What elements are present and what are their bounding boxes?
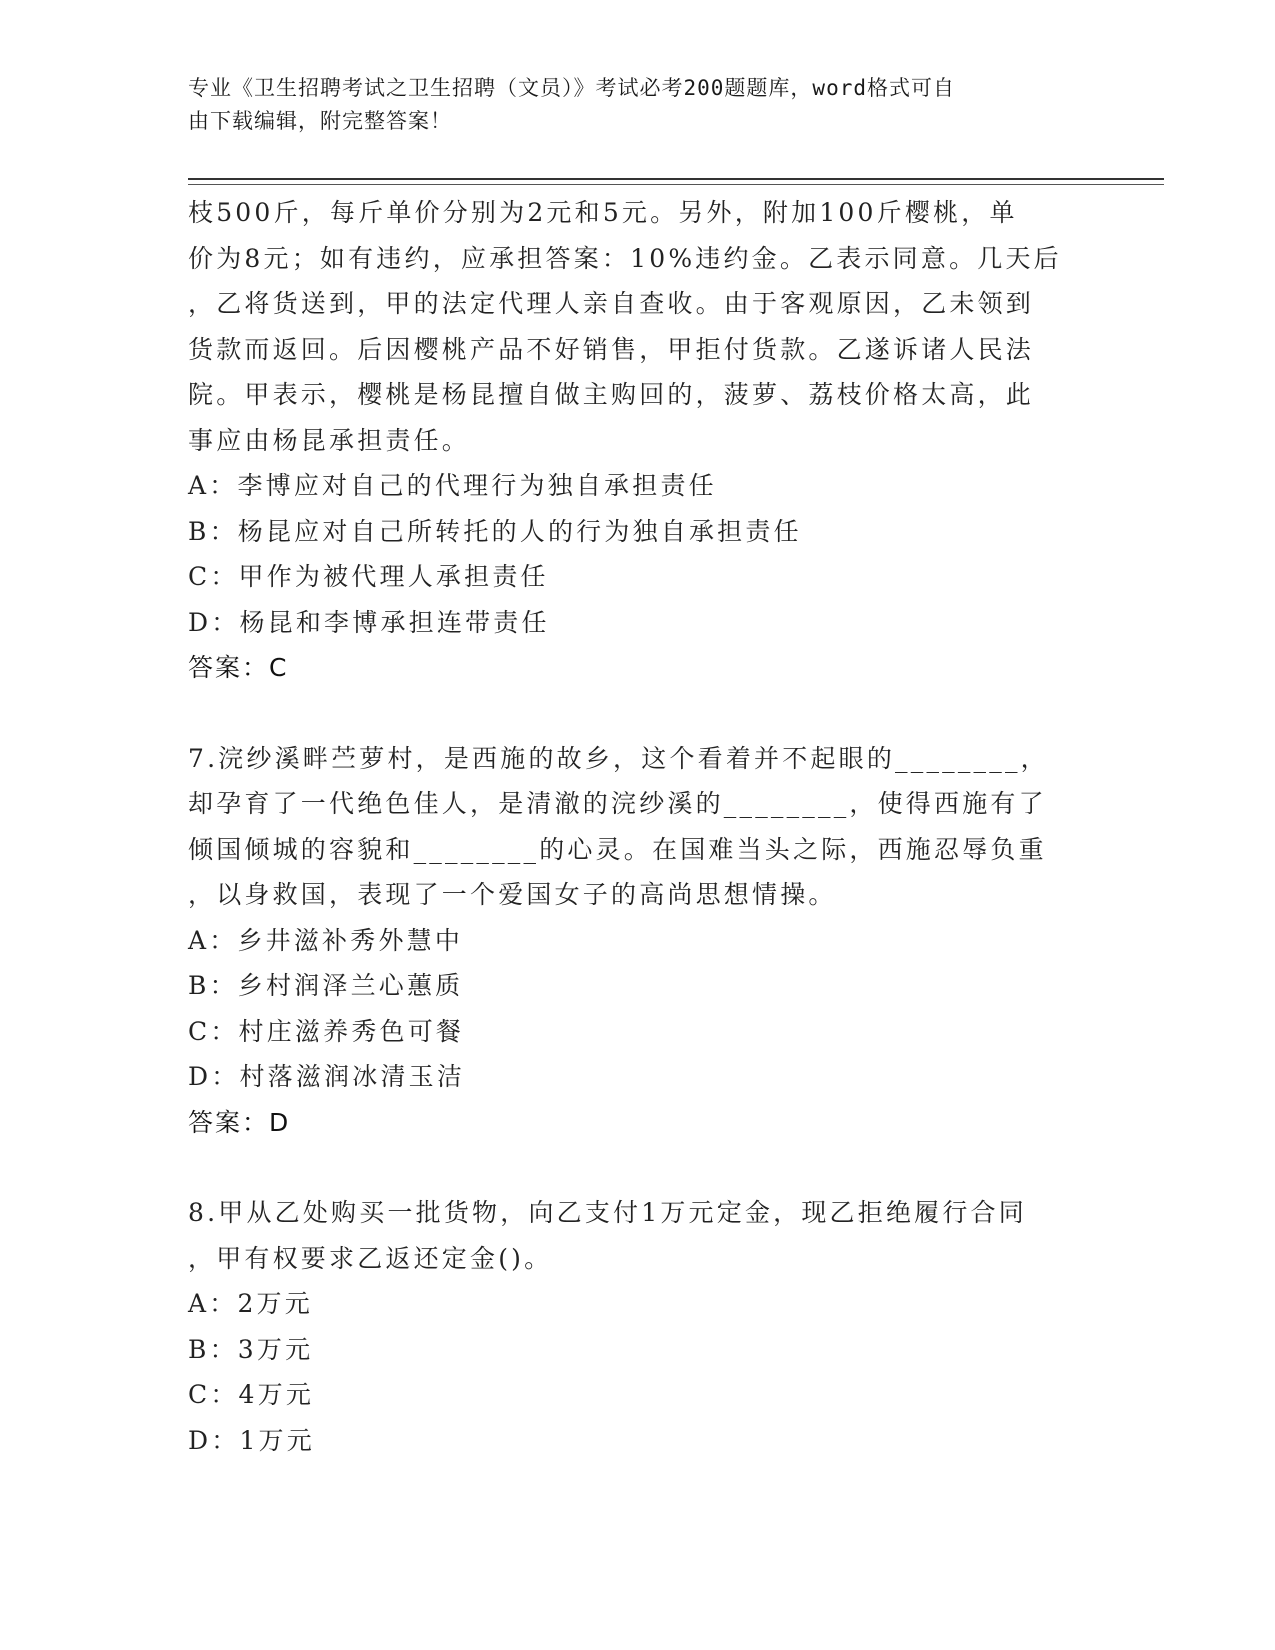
- header-title-line-2: 由下载编辑，附完整答案！: [188, 109, 452, 133]
- question-text-line: 枝500斤，每斤单价分别为2元和5元。另外，附加100斤樱桃，单: [188, 198, 1018, 227]
- option-a: A：2万元: [188, 1289, 313, 1318]
- option-b: B：乡村润泽兰心蕙质: [188, 971, 464, 1000]
- question-text-line: 货款而返回。后因樱桃产品不好销售，甲拒付货款。乙遂诉诸人民法: [188, 334, 1035, 364]
- question-text-line: 却孕育了一代绝色佳人，是清澈的浣纱溪的________，使得西施有了: [188, 789, 1047, 818]
- answer-label: 答案：D: [188, 1107, 291, 1137]
- option-d: D：村落滋润冰清玉洁: [188, 1062, 466, 1091]
- question-6: [188, 190, 1068, 691]
- header-title-line-1: 专业《卫生招聘考试之卫生招聘（文员）》考试必考200题题库，word格式可自: [188, 76, 955, 100]
- header-divider-thick: [188, 178, 1164, 180]
- option-a: A：李博应对自己的代理行为独自承担责任: [188, 471, 717, 500]
- question-text-line: 8.甲从乙处购买一批货物，向乙支付1万元定金，现乙拒绝履行合同: [188, 1198, 1027, 1227]
- option-b: B：杨昆应对自己所转托的人的行为独自承担责任: [188, 516, 802, 546]
- question-8: [188, 1190, 1068, 1463]
- option-c: C：4万元: [188, 1380, 315, 1409]
- option-b: B：3万元: [188, 1334, 314, 1364]
- option-c: C：甲作为被代理人承担责任: [188, 562, 549, 591]
- question-text-line: ，乙将货送到，甲的法定代理人亲自查收。由于客观原因，乙未领到: [188, 289, 1035, 318]
- answer-label: 答案：C: [188, 653, 289, 682]
- option-c: C：村庄滋养秀色可餐: [188, 1016, 465, 1046]
- question-text-line: 7.浣纱溪畔苎萝村，是西施的故乡，这个看着并不起眼的________，: [188, 743, 1049, 773]
- question-text-line: ，以身救国，表现了一个爱国女子的高尚思想情操。: [188, 880, 837, 909]
- option-a: A：乡井滋补秀外慧中: [188, 925, 464, 955]
- question-text-line: 事应由杨昆承担责任。: [188, 425, 471, 455]
- question-text-line: 倾国倾城的容貌和________的心灵。在国难当头之际，西施忍辱负重: [188, 834, 1047, 864]
- question-text-line: ，甲有权要求乙返还定金()。: [188, 1243, 553, 1273]
- option-d: D：杨昆和李博承担连带责任: [188, 607, 550, 637]
- document-body: [188, 190, 1068, 1463]
- question-text-line: 价为8元；如有违约，应承担答案：10%违约金。乙表示同意。几天后: [188, 243, 1062, 273]
- header-divider-thin: [188, 184, 1164, 185]
- document-header: [188, 72, 1068, 138]
- question-7: [188, 736, 1068, 1146]
- option-d: D：1万元: [188, 1425, 315, 1455]
- question-text-line: 院。甲表示，樱桃是杨昆擅自做主购回的，菠萝、荔枝价格太高，此: [188, 380, 1035, 409]
